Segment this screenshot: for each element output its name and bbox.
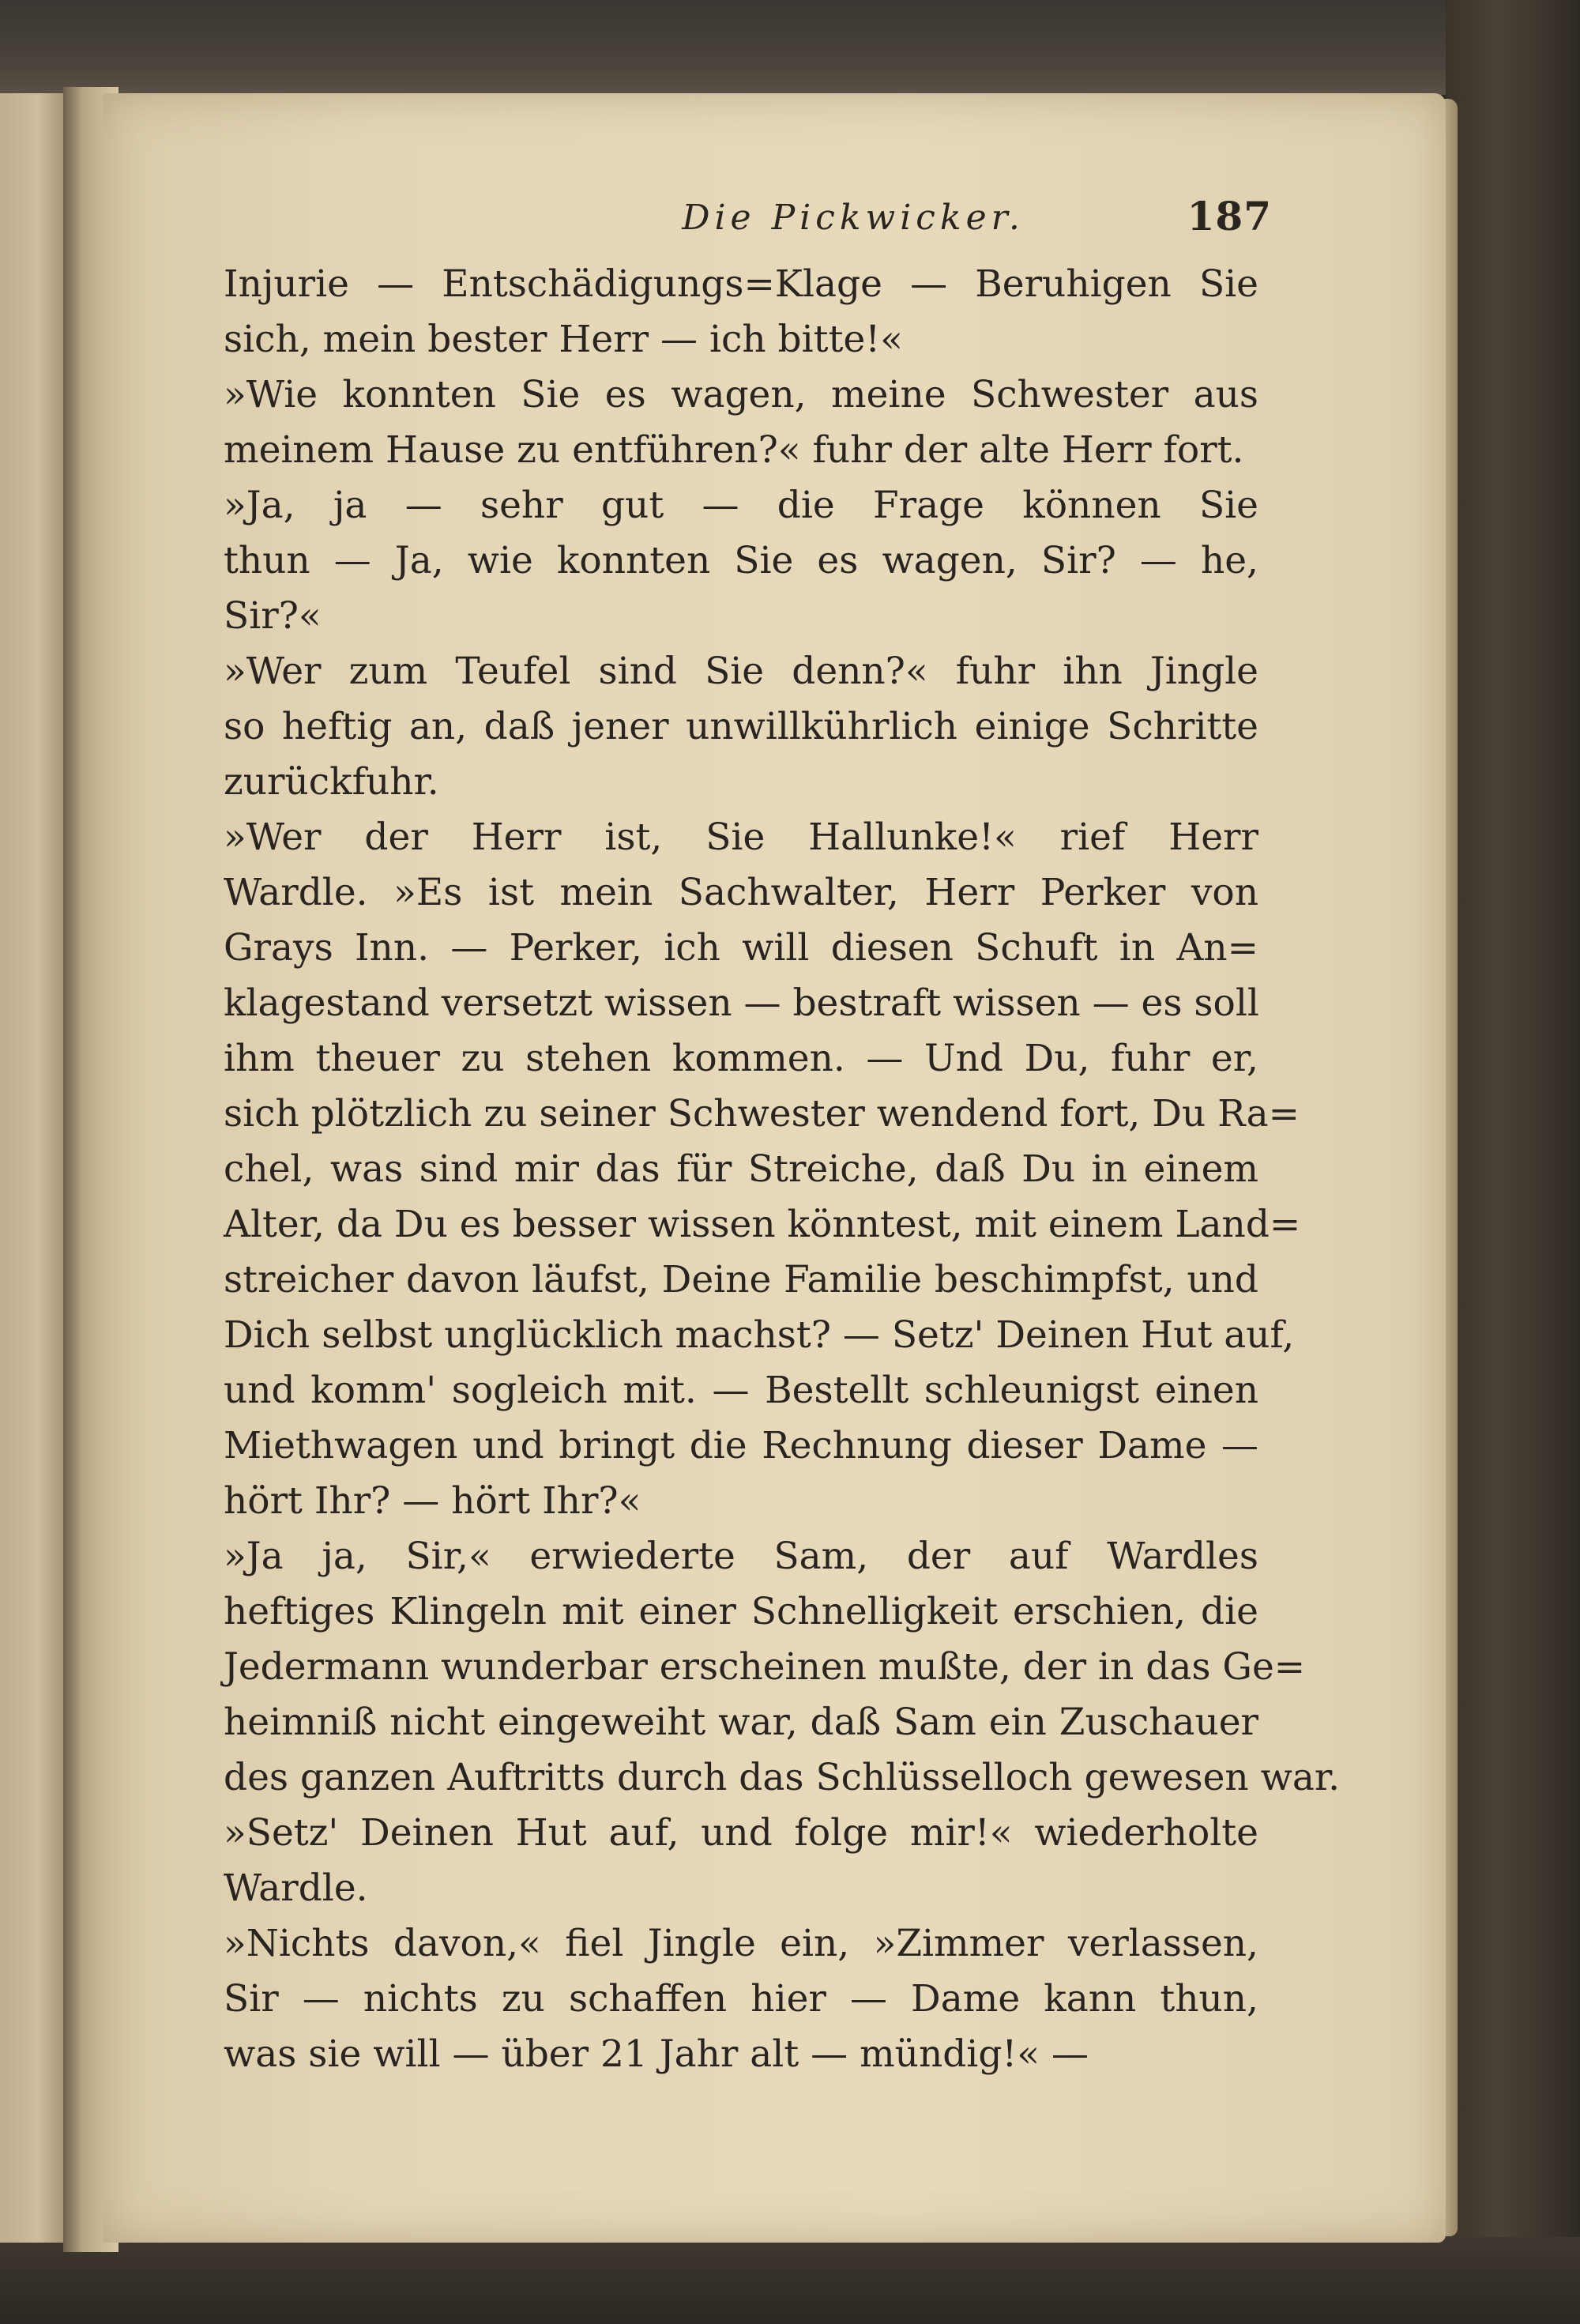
book-cover-top — [0, 0, 1580, 95]
text-line: hört Ihr? — hört Ihr?« — [224, 1479, 641, 1523]
page-header — [577, 193, 1272, 245]
text-line: sich, mein bester Herr — ich bitte!« — [224, 318, 903, 361]
text-line: und komm' sogleich mit. — Bestellt schleunigst einen — [224, 1369, 1258, 1412]
book-cover-bottom — [0, 2237, 1580, 2324]
text-line: Dich selbst unglücklich machst? — Setz' Deinen Hut auf, — [224, 1313, 1295, 1357]
text-line: »Wer der Herr ist, Sie Hallunke!« rief Herr — [224, 815, 1258, 859]
text-line: Alter, da Du es besser wissen könntest, mit einem Land= — [224, 1203, 1301, 1246]
text-line: Sir — nichts zu schaffen hier — Dame kann thun, — [224, 1977, 1258, 2021]
text-line: Sir?« — [224, 594, 322, 638]
text-line: Wardle. »Es ist mein Sachwalter, Herr Perker von — [224, 871, 1258, 914]
text-line: heimniß nicht eingeweiht war, daß Sam ein Zuschauer — [224, 1701, 1258, 1744]
text-line: Jedermann wunderbar erscheinen mußte, der in das Ge= — [224, 1645, 1306, 1689]
text-line: zurückfuhr. — [224, 760, 439, 804]
text-line: was sie will — über 21 Jahr alt — mündig!« — — [224, 2032, 1089, 2076]
text-line: heftiges Klingeln mit einer Schnelligkeit erschien, die — [224, 1590, 1258, 1633]
text-line: meinem Hause zu entführen?« fuhr der alte Herr fort. — [224, 428, 1244, 472]
text-line: Injurie — Entschädigungs=Klage — Beruhigen Sie — [224, 262, 1258, 306]
text-line: sich plötzlich zu seiner Schwester wendend fort, Du Ra= — [224, 1092, 1300, 1136]
text-line: klagestand versetzt wissen — bestraft wissen — es soll — [224, 981, 1259, 1025]
text-line: »Ja ja, Sir,« erwiederte Sam, der auf Wardles — [224, 1535, 1258, 1578]
text-line: ihm theuer zu stehen kommen. — Und Du, fuhr er, — [224, 1037, 1258, 1080]
text-line: »Ja, ja — sehr gut — die Frage können Sie — [224, 484, 1258, 527]
text-line: »Wer zum Teufel sind Sie denn?« fuhr ihn Jingle — [224, 650, 1258, 693]
text-line: so heftig an, daß jener unwillkührlich einige Schritte — [224, 705, 1258, 748]
running-title: Die Pickwicker. — [682, 198, 1025, 238]
text-line: chel, was sind mir das für Streiche, daß Du in einem — [224, 1147, 1258, 1191]
text-line: Wardle. — [224, 1866, 368, 1910]
text-line: streicher davon läufst, Deine Familie beschimpfst, und — [224, 1258, 1258, 1301]
page-number: 187 — [1187, 193, 1272, 239]
text-line: Grays Inn. — Perker, ich will diesen Schuft in An= — [224, 926, 1258, 970]
text-line: »Setz' Deinen Hut auf, und folge mir!« wiederholte — [224, 1811, 1258, 1855]
text-line: des ganzen Auftritts durch das Schlüsselloch gewesen war. — [224, 1756, 1341, 1799]
facing-page-edge — [0, 93, 63, 2243]
text-line: Miethwagen und bringt die Rechnung dieser Dame — — [224, 1424, 1258, 1467]
text-line: »Nichts davon,« fiel Jingle ein, »Zimmer verlassen, — [224, 1922, 1258, 1965]
book-cover-right — [1446, 0, 1580, 2324]
body-text — [224, 257, 1341, 2082]
text-line: »Wie konnten Sie es wagen, meine Schwester aus — [224, 373, 1258, 416]
text-line: thun — Ja, wie konnten Sie es wagen, Sir? — he, — [224, 539, 1258, 582]
